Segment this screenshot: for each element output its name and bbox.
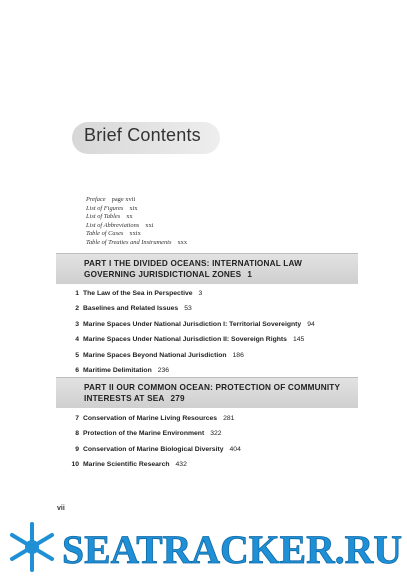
- part-2-title: PART II OUR COMMON OCEAN: PROTECTION OF COMMUNITY INTERESTS AT SEA 279: [84, 383, 341, 403]
- part-2-chapters: [60, 415, 241, 477]
- front-matter-item: Preface page xvii: [86, 196, 136, 203]
- chapter-row: 9 Conservation of Marine Biological Diversity 404: [75, 445, 241, 453]
- chapter-row: 6 Maritime Delimitation 236: [75, 366, 170, 374]
- chapter-row: 2 Baselines and Related Issues 53: [75, 305, 192, 313]
- watermark-text: SEATRACKER.RU: [62, 527, 402, 572]
- part-1-chapters: [60, 290, 315, 382]
- part-1-title: PART I THE DIVIDED OCEANS: INTERNATIONAL LAW GOVERNING JURISDICTIONAL ZONES 1: [84, 259, 303, 279]
- front-matter-item: List of Figures xix: [86, 204, 138, 212]
- chapter-row: 7 Conservation of Marine Living Resources 281: [75, 415, 235, 422]
- front-matter-item: Table of Cases xxix: [86, 230, 141, 238]
- chapter-row: 4 Marine Spaces Under National Jurisdiction II: Sovereign Rights 145: [75, 336, 305, 344]
- chapter-row: 10 Marine Scientific Research 432: [71, 461, 187, 469]
- front-matter-item: Table of Treaties and Instruments xxx: [86, 238, 188, 246]
- seatracker-watermark: [0, 518, 407, 576]
- front-matter-item: List of Tables xx: [86, 213, 133, 221]
- page-title: Brief Contents: [84, 125, 201, 145]
- chapter-row: 5 Marine Spaces Beyond National Jurisdiction 186: [75, 351, 244, 359]
- front-matter-list: [86, 196, 187, 248]
- page-number: vii: [57, 505, 65, 512]
- snowflake-icon: [12, 524, 52, 570]
- chapter-row: 8 Protection of the Marine Environment 322: [75, 430, 222, 438]
- front-matter-item: List of Abbreviations xxi: [86, 221, 154, 229]
- chapter-row: 3 Marine Spaces Under National Jurisdiction I: Territorial Sovereignty 94: [75, 320, 315, 328]
- chapter-row: 1 The Law of the Sea in Perspective 3: [75, 290, 203, 297]
